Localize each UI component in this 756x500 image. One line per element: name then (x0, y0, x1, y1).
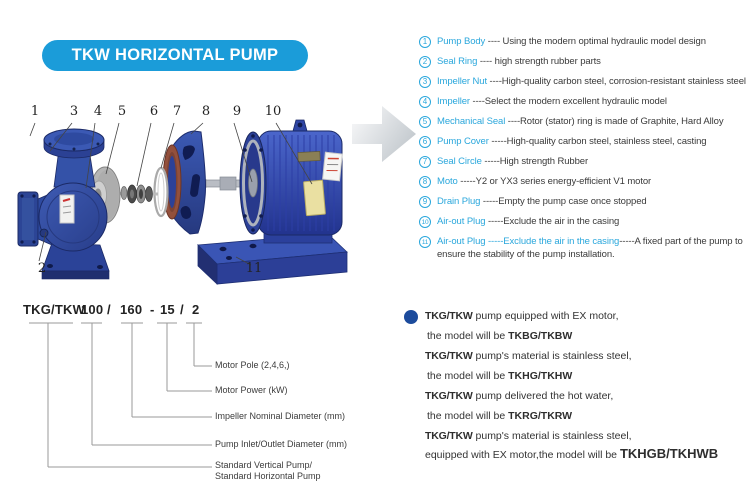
model-code-label-motor-pole: Motor Pole (2,4,6,) (215, 360, 290, 370)
part-number-badge: 6 (419, 136, 431, 148)
part-description: -----Empty the pump case once stopped (480, 196, 647, 207)
part-number-badge: 1 (419, 36, 431, 48)
model-code-segment: / (180, 302, 184, 317)
part-description: ---- Using the modern optimal hydraulic model design (485, 36, 706, 47)
title-banner: TKW HORIZONTAL PUMP (42, 40, 308, 71)
motor (198, 120, 342, 235)
part-name: Impeller Nut (437, 76, 488, 87)
part-name: Air-out Plug (437, 216, 486, 227)
model-code-label-standard-pump (215, 460, 321, 482)
model-code-label-inlet-outlet: Pump Inlet/Outlet Diameter (mm) (215, 439, 348, 449)
model-code-label-line1: Standard Vertical Pump/ (215, 460, 313, 470)
part-callout-number: 3 (69, 104, 79, 119)
part-name: Impeller (437, 96, 470, 107)
model-variant-notes (425, 306, 747, 463)
part-description: ---- high strength rubber parts (477, 56, 601, 67)
part-list-item (419, 56, 753, 69)
part-callout-number: 10 (264, 104, 282, 119)
part-name: Mechanical Seal (437, 116, 506, 127)
part-description: ----Rotor (stator) ring is made of Graphite, Hard Alloy (505, 116, 724, 127)
note-model: the model will be TKHG/TKHW (427, 370, 573, 382)
pump-body (18, 129, 109, 279)
part-list-item (419, 236, 753, 261)
part-name: Air-out Plug -----Exclude the air in the casing (437, 236, 620, 247)
part-name: Seal Ring (437, 56, 478, 67)
note-intro: TKG/TKW pump's material is stainless steel, (425, 430, 632, 442)
part-callout-number: 6 (149, 104, 159, 119)
part-number-badge: 11 (419, 236, 431, 248)
part-number-badge: 8 (419, 176, 431, 188)
model-code-segment: 160 (120, 302, 143, 317)
model-code-label-line2: Standard Horizontal Pump (215, 471, 321, 481)
mechanical-seal-parts (115, 185, 158, 203)
part-list-item (419, 76, 753, 89)
part-number-badge: 3 (419, 76, 431, 88)
part-callout-number: 5 (117, 104, 127, 119)
bullet-icon (404, 310, 418, 324)
part-callout-number: 8 (201, 104, 211, 119)
part-description: -----Y2 or YX3 series energy-efficient V1 motor (457, 176, 652, 187)
part-callout-number: 11 (245, 261, 263, 276)
part-list-item (419, 216, 753, 229)
part-name: Seal Circle (437, 156, 482, 167)
model-code-segment: 15 (160, 302, 175, 317)
part-name: Pump Body (437, 36, 486, 47)
part-callout-number: 7 (172, 104, 182, 119)
part-number-badge: 4 (419, 96, 431, 108)
model-code-label-motor-power: Motor Power (kW) (215, 385, 288, 395)
part-description: ----High-quality carbon steel, corrosion-resistant stainless steel (487, 76, 746, 87)
note-model: the model will be TKRG/TKRW (427, 410, 573, 422)
part-number-badge: 10 (419, 216, 431, 228)
pump-cover (163, 131, 206, 234)
note-model: the model will be TKBG/TKBW (427, 330, 573, 342)
part-number-badge: 2 (419, 56, 431, 68)
seal-circle-oring (155, 168, 168, 216)
part-name: Pump Cover (437, 136, 489, 147)
part-name: Drain Plug (437, 196, 481, 207)
part-callout-number: 4 (93, 104, 103, 119)
part-list-item (419, 36, 753, 49)
part-description: -----High-quality carbon steel, stainless steel, casting (488, 136, 707, 147)
model-code-segment: 2 (192, 302, 200, 317)
part-number-badge: 7 (419, 156, 431, 168)
part-description: -----A fixed part of the pump to ensure the stability of the pump installation. (437, 236, 743, 260)
part-list-item (419, 156, 753, 169)
part-number-badge: 9 (419, 196, 431, 208)
pump-diagram-art (10, 95, 355, 295)
part-name: Moto (437, 176, 458, 187)
part-number-badge: 5 (419, 116, 431, 128)
model-code-segment: - (150, 302, 155, 317)
part-callout-number: 9 (232, 104, 242, 119)
part-list-item (419, 116, 753, 129)
part-description: -----Exclude the air in the casing (485, 216, 620, 227)
part-list-item (419, 196, 753, 209)
model-code-segment: 100 (81, 302, 104, 317)
note-intro: TKG/TKW pump delivered the hot water, (425, 390, 614, 402)
note-model: equipped with EX motor,the model will be TKHGB/TKHWB (425, 446, 719, 461)
parts-list (419, 36, 753, 269)
note-intro: TKG/TKW pump equipped with EX motor, (425, 310, 619, 322)
part-list-item (419, 176, 753, 189)
pump-exploded-diagram (10, 95, 355, 295)
model-code-segment: TKG/TKW (23, 302, 86, 317)
part-list-item (419, 96, 753, 109)
note-intro: TKG/TKW pump's material is stainless steel, (425, 350, 632, 362)
model-code-segment: / (107, 302, 111, 317)
part-callout-number: 2 (37, 261, 47, 276)
part-callout-number: 1 (30, 104, 40, 119)
model-code-label-impeller-diameter: Impeller Nominal Diameter (mm) (215, 411, 346, 421)
part-description: -----High strength Rubber (481, 156, 589, 167)
arrow-right-icon (352, 99, 418, 171)
part-description: ----Select the modern excellent hydraulic model (470, 96, 667, 107)
part-list-item (419, 136, 753, 149)
